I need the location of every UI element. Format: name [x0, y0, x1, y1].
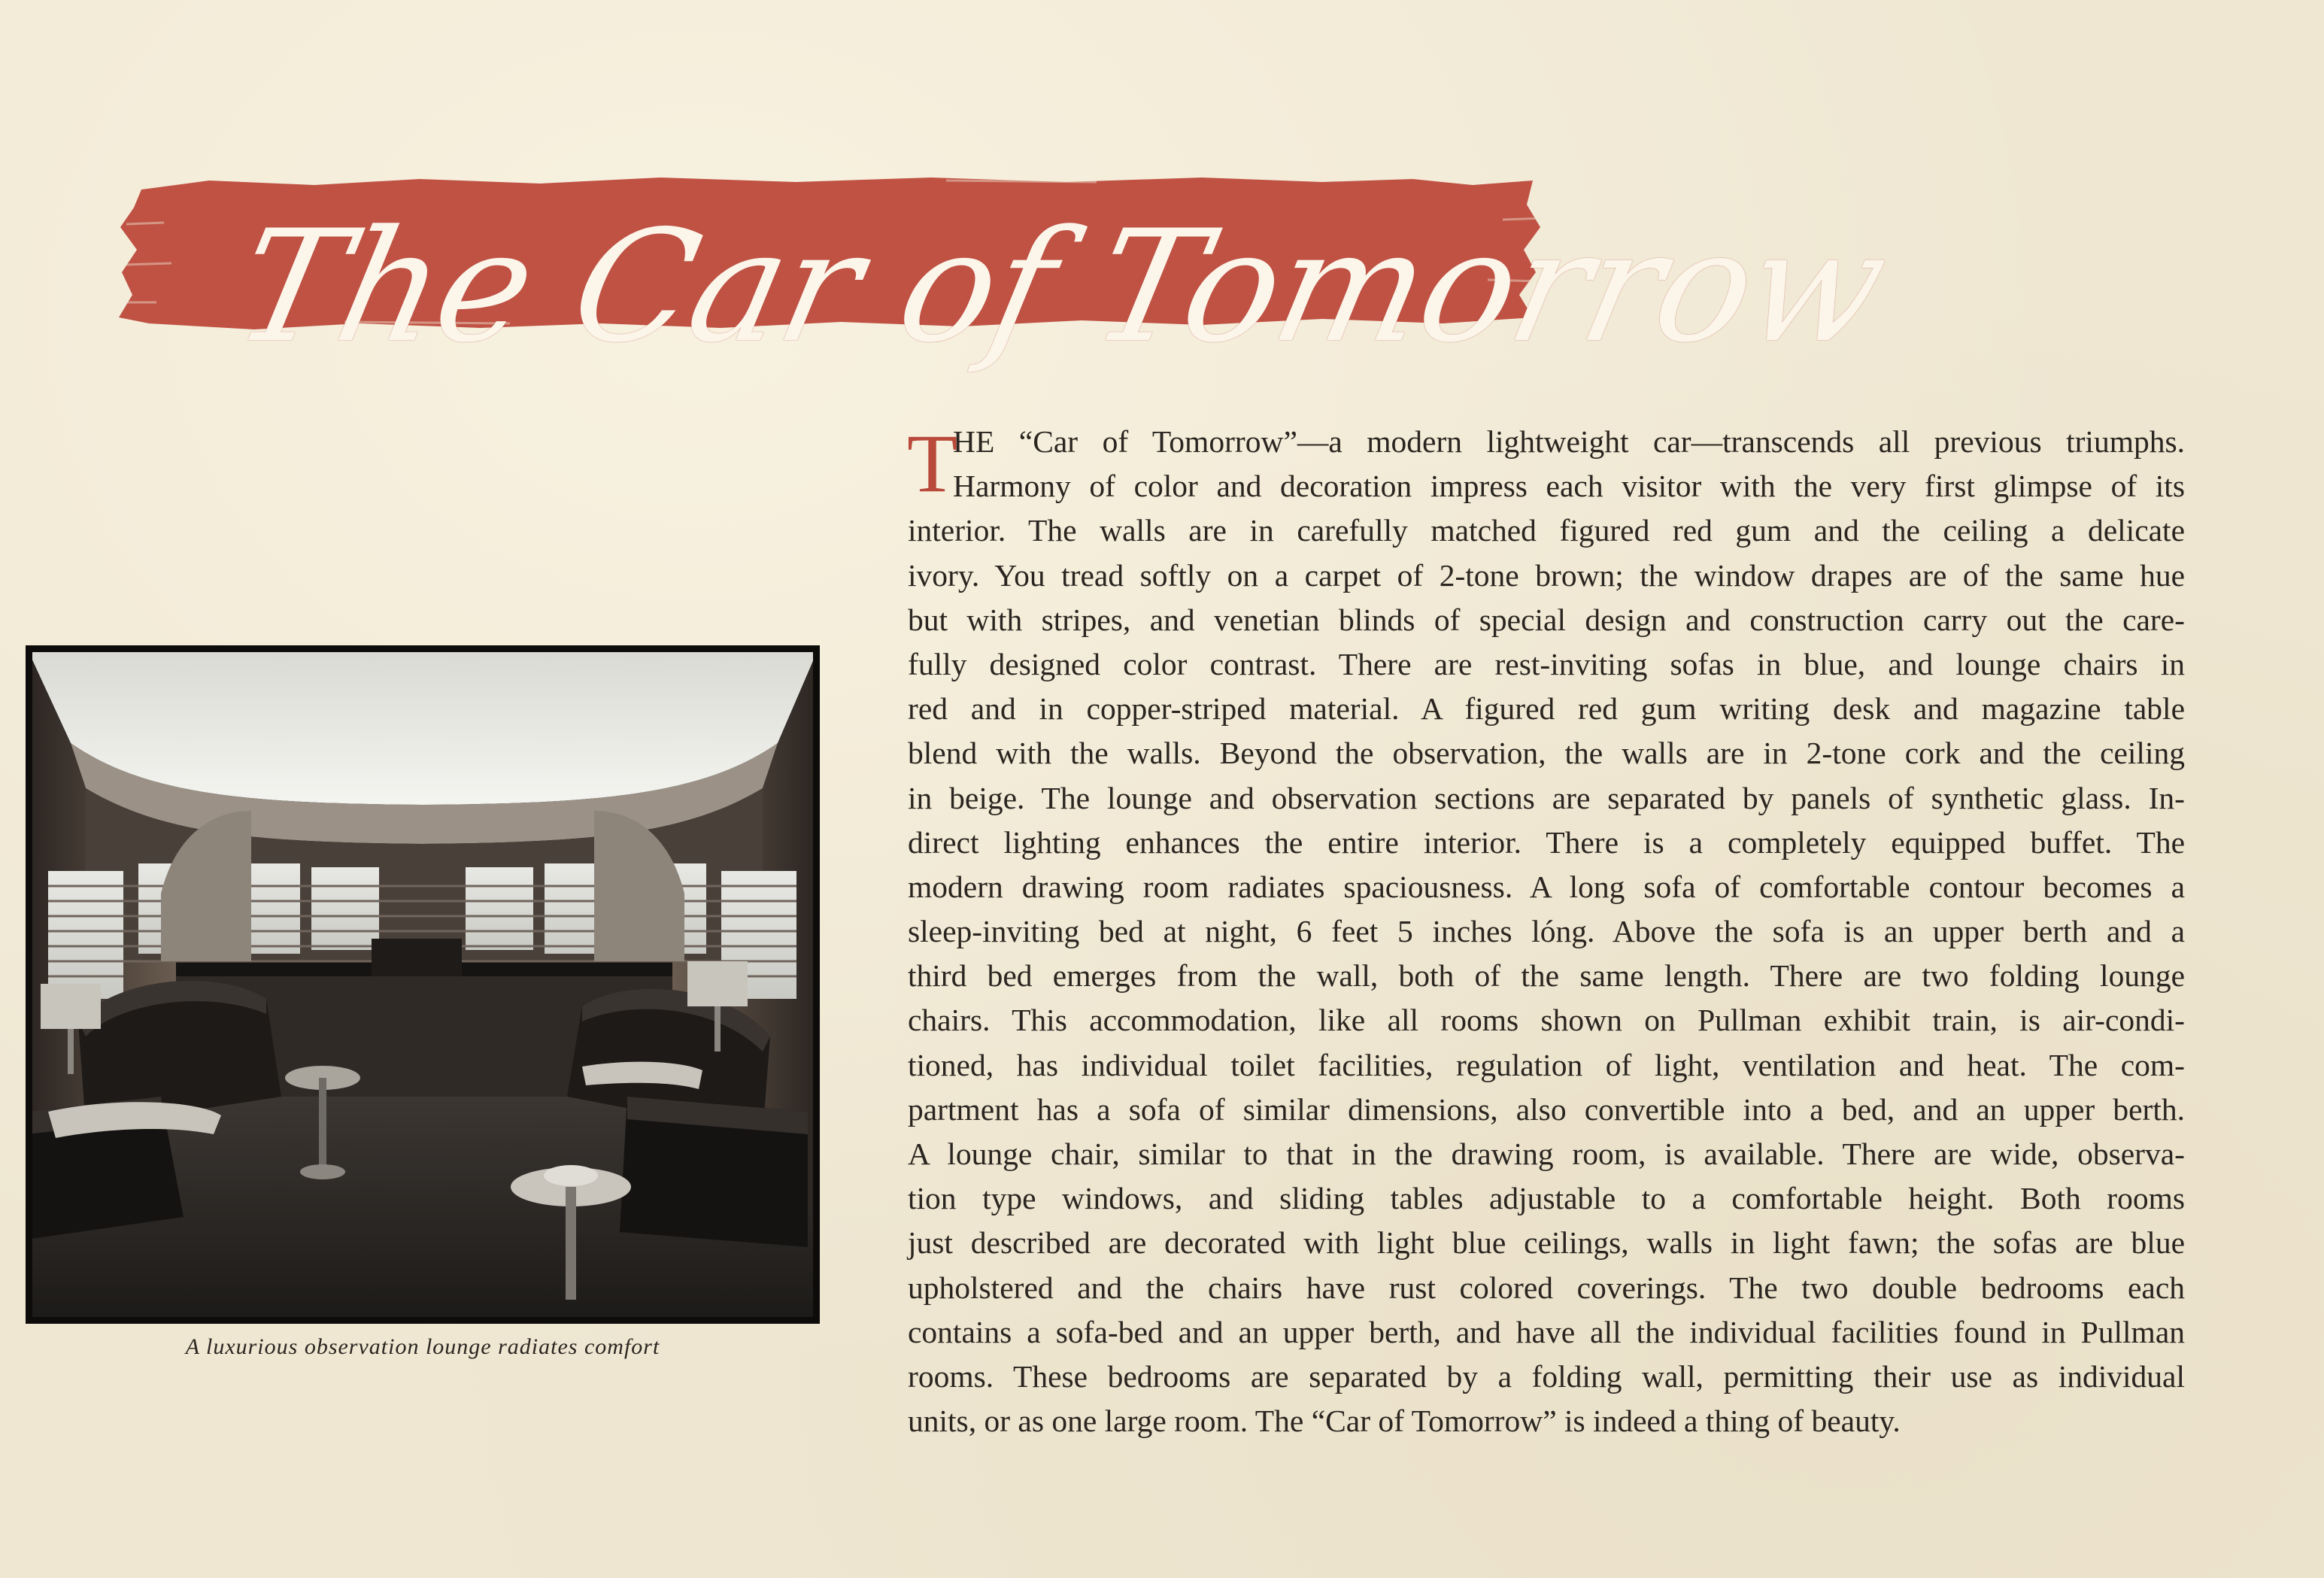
photo-caption: A luxurious observation lounge radiates comfort	[185, 1334, 660, 1359]
body-line: rooms. These bedrooms are separated by a folding wall, permitting their use as individual	[908, 1358, 2185, 1394]
body-line: fully designed color contrast. There are rest-inviting sofas in blue, and lounge chairs in	[908, 646, 2185, 681]
body-line: third bed emerges from the wall, both of the same length. There are two folding lounge	[908, 958, 2185, 994]
body-line: just described are decorated with light blue ceilings, walls in light fawn; the sofas are blue	[908, 1225, 2185, 1261]
title-banner	[119, 174, 1901, 377]
body-line: interior. The walls are in carefully matched figured red gum and the ceiling a delicate	[908, 513, 2185, 548]
body-line: tioned, has individual toilet facilities, regulation of light, ventilation and heat. The com-	[908, 1047, 2185, 1082]
body-line: direct lighting enhances the entire interior. There is a completely equipped buffet. The	[908, 824, 2185, 860]
body-line: upholstered and the chairs have rust colored coverings. The two double bedrooms each	[908, 1270, 2185, 1305]
body-line: chairs. This accommodation, like all rooms shown on Pullman exhibit train, is air-condi-	[908, 1003, 2185, 1038]
body-line: blend with the walls. Beyond the observation, the walls are in 2-tone cork and the ceiling	[908, 736, 2185, 771]
body-line: contains a sofa-bed and an upper berth, and have all the individual facilities found in Pullman	[908, 1314, 2185, 1349]
body-line: A lounge chair, similar to that in the drawing room, is available. There are wide, observa-	[908, 1136, 2185, 1171]
body-line: HE “Car of Tomorrow”—a modern lightweight car—transcends all previous triumphs.	[953, 424, 2185, 459]
body-line: tion type windows, and sliding tables adjustable to a comfortable height. Both rooms	[908, 1181, 2185, 1216]
body-line: units, or as one large room. The “Car of Tomorrow” is indeed a thing of beauty.	[908, 1404, 1901, 1439]
lounge-photo	[26, 645, 820, 1324]
body-line: sleep-inviting bed at night, 6 feet 5 inches lóng. Above the sofa is an upper berth and a	[908, 914, 2185, 949]
body-line: red and in copper-striped material. A figured red gum writing desk and magazine table	[908, 691, 2185, 727]
body-line: in beige. The lounge and observation sections are separated by panels of synthetic glass. In-	[908, 780, 2185, 815]
body-line: modern drawing room radiates spaciousness. A long sofa of comfortable contour becomes a	[908, 869, 2185, 904]
body-line: partment has a sofa of similar dimensions, also convertible into a bed, and an upper berth.	[908, 1091, 2185, 1127]
body-line: but with stripes, and venetian blinds of special design and construction carry out the care-	[908, 602, 2185, 637]
body-line: ivory. You tread softly on a carpet of 2-tone brown; the window drapes are of the same hue	[908, 557, 2185, 593]
page-title: The Car of Tomorrow	[221, 198, 1901, 377]
body-line: Harmony of color and decoration impress each visitor with the very first glimpse of its	[953, 469, 2185, 504]
dropcap: T	[907, 417, 958, 509]
article-body	[907, 417, 2185, 1443]
